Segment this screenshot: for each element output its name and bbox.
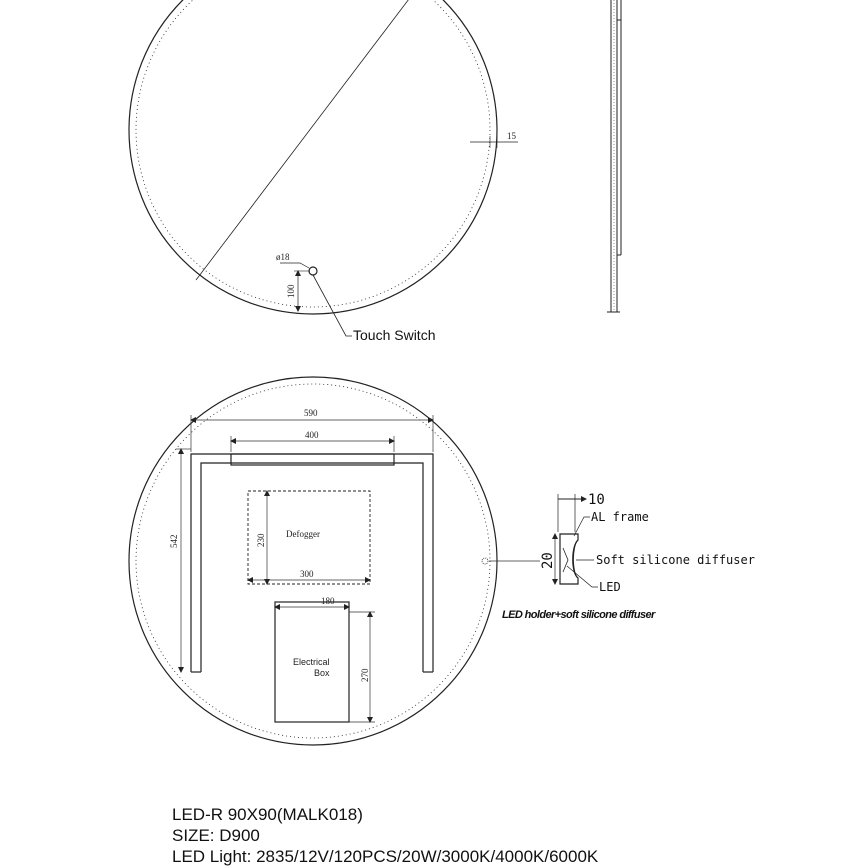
spec-led: LED Light: 2835/12V/120PCS/20W/3000K/4000K/6000K <box>172 847 599 866</box>
electrical-box-label-line2: Box <box>314 668 330 678</box>
dim-switch-offset-label: 100 <box>286 284 296 298</box>
dim-frame-label: 15 <box>507 131 516 141</box>
dim-depth-label: 10 <box>588 492 605 508</box>
al-frame-label: AL frame <box>591 510 649 524</box>
frame-bracket-outer <box>191 454 433 672</box>
dim-box-w-label: 180 <box>321 596 335 606</box>
frame-bracket-inner <box>201 463 423 672</box>
dim-top-bar-label: 400 <box>305 430 319 440</box>
dim-outer-width-label: 590 <box>304 408 318 418</box>
touch-switch-icon <box>309 267 317 275</box>
spec-size: SIZE: D900 <box>172 826 260 845</box>
electrical-box-label-line1: Electrical <box>293 657 330 667</box>
dim-box-h-label: 270 <box>360 668 370 682</box>
dim-switch-dia-label: ø18 <box>276 252 290 262</box>
front-inner-circle <box>136 0 490 307</box>
side-view <box>607 0 621 312</box>
al-frame-profile <box>560 534 578 584</box>
al-frame-leader <box>574 517 590 536</box>
dia-leader <box>280 263 309 268</box>
front-view <box>129 0 518 336</box>
led-holder-point <box>482 558 488 564</box>
front-diagonal-line <box>196 0 412 280</box>
led-chip <box>563 548 568 572</box>
dim-defogger-h-label: 230 <box>256 533 266 547</box>
led-label: LED <box>599 580 621 594</box>
spec-model: LED-R 90X90(MALK018) <box>172 805 363 824</box>
dim-defogger-w-label: 300 <box>300 569 314 579</box>
touch-switch-label: Touch Switch <box>353 327 436 343</box>
dim-height-label: 542 <box>169 534 179 548</box>
touch-switch-leader <box>313 275 352 336</box>
defogger-label: Defogger <box>286 529 320 539</box>
dim-profile-height-label: 20 <box>540 552 556 569</box>
profile-caption: LED holder+soft silicone diffuser <box>502 609 655 621</box>
diffuser-label: Soft silicone diffuser <box>596 553 755 567</box>
